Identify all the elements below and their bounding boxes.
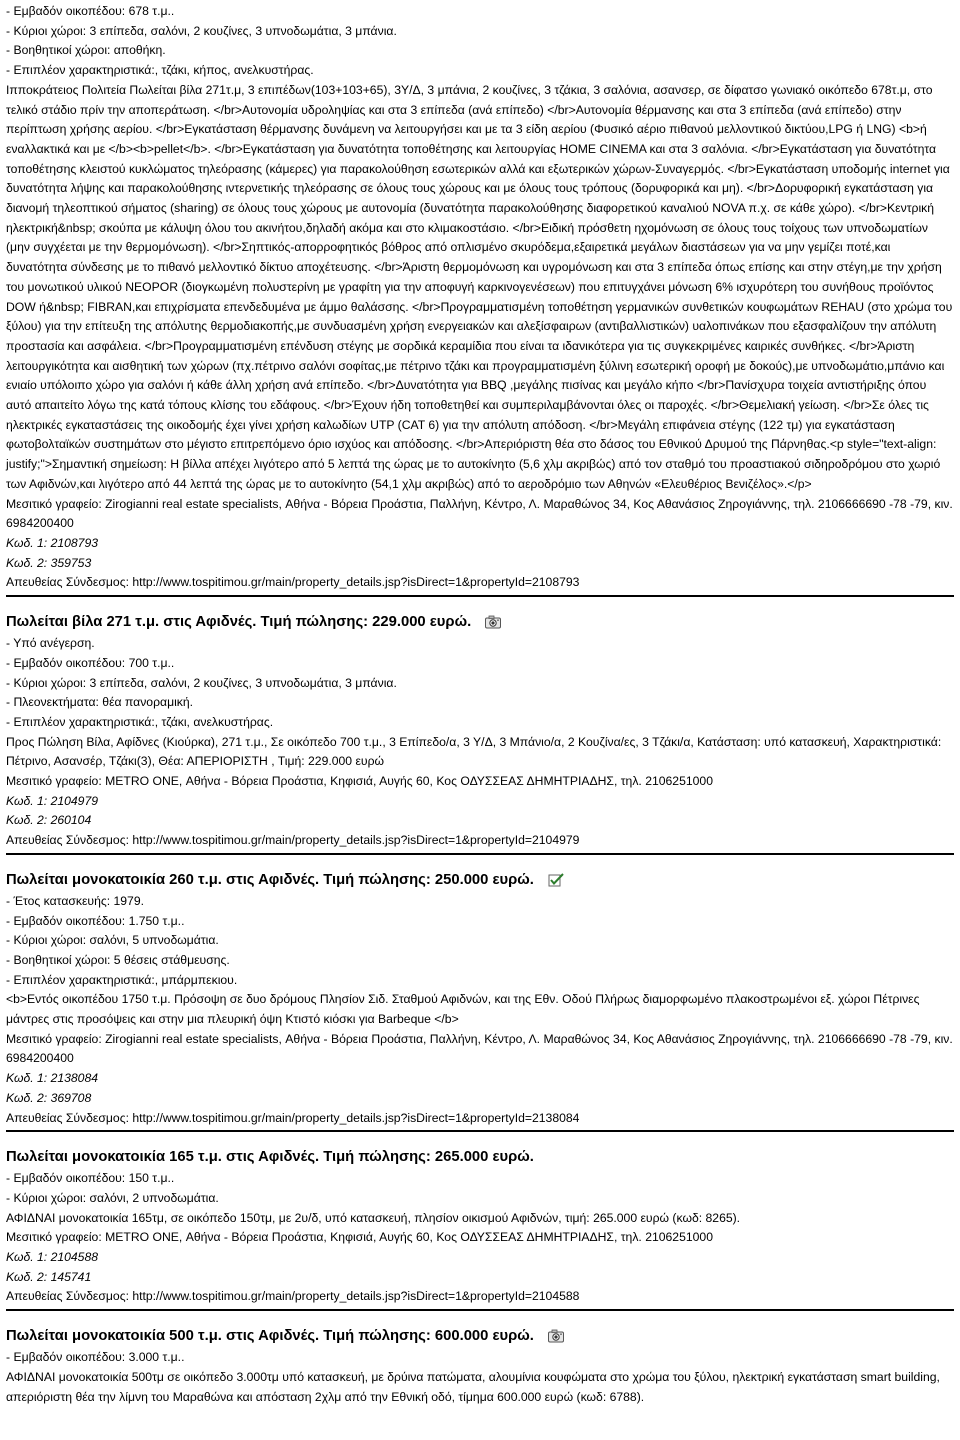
code-2: Κωδ. 2: 369708 <box>6 1090 92 1105</box>
plot-area: - Εμβαδόν οικοπέδου: 1.750 τ.μ.. <box>6 913 185 928</box>
plot-area: - Εμβαδόν οικοπέδου: 700 τ.μ.. <box>6 655 175 670</box>
listing-title[interactable] <box>6 1146 954 1168</box>
code-1: Κωδ. 1: 2108793 <box>6 535 99 550</box>
agency-info: Μεσιτικό γραφείο: METRO ONE, Αθήνα - Βόρεια Προάστια, Κηφισιά, Αυγής 60, Κος ΟΔΥΣΣΕΑΣ ΔΗΜΗΤΡΙΑΔΗΣ, τηλ. 2106251000 <box>6 774 713 789</box>
code-1: Κωδ. 1: 2104588 <box>6 1250 99 1265</box>
listing-title[interactable] <box>6 869 954 891</box>
code-2: Κωδ. 2: 359753 <box>6 555 92 570</box>
plot-area: - Εμβαδόν οικοπέδου: 150 τ.μ.. <box>6 1171 175 1186</box>
code-2: Κωδ. 2: 260104 <box>6 813 92 828</box>
auxiliary-rooms: - Βοηθητικοί χώροι: 5 θέσεις στάθμευσης. <box>6 952 230 967</box>
main-rooms: - Κύριοι χώροι: 3 επίπεδα, σαλόνι, 2 κουζίνες, 3 υπνοδωμάτια, 3 μπάνια. <box>6 675 397 690</box>
listing-title-text[interactable]: Πωλείται μονοκατοικία 500 τ.μ. στις Αφιδνές. Τιμή πώλησης: 600.000 ευρώ. <box>6 1328 534 1345</box>
direct-link[interactable]: Απευθείας Σύνδεσμος: http://www.tospitimou.gr/main/property_details.jsp?isDirect=1&propertyId=2104979 <box>6 833 580 848</box>
code-1: Κωδ. 1: 2104979 <box>6 793 99 808</box>
listing-title[interactable] <box>6 611 954 633</box>
extra-features: - Επιπλέον χαρακτηριστικά:, τζάκι, κήπος, ανελκυστήρας. <box>6 63 314 78</box>
listing-villa-271-ippokrateios <box>6 2 954 597</box>
extra-features: - Επιπλέον χαρακτηριστικά:, τζάκι, ανελκυστήρας. <box>6 714 274 729</box>
listing-title[interactable] <box>6 1325 954 1347</box>
camera-icon[interactable] <box>485 615 501 629</box>
listing-villa-271-afidnes <box>6 611 954 855</box>
main-rooms: - Κύριοι χώροι: σαλόνι, 2 υπνοδωμάτια. <box>6 1190 219 1205</box>
listing-description: Προς Πώληση Βίλα, Αφίδνες (Κιούρκα), 271 τ.μ., Σε οικόπεδο 700 τ.μ., 3 Επίπεδο/α, 3 Υ/Δ, 3 Μπάνιο/α, 2 Κουζίνα/ες, 3 Τζάκι/α, Κατάσταση: υπό κατασκευή, Χαρακτηριστικά: Πέτρινο, Ασανσέρ, Τζάκι(3), Θέα: ΑΠΕΡΙΟΡΙΣΤΗ , Τιμή: 229.000 ευρώ <box>6 734 942 769</box>
agency-info: Μεσιτικό γραφείο: METRO ONE, Αθήνα - Βόρεια Προάστια, Κηφισιά, Αυγής 60, Κος ΟΔΥΣΣΕΑΣ ΔΗΜΗΤΡΙΑΔΗΣ, τηλ. 2106251000 <box>6 1230 713 1245</box>
listing-title-text[interactable]: Πωλείται βίλα 271 τ.μ. στις Αφιδνές. Τιμή πώλησης: 229.000 ευρώ. <box>6 614 472 631</box>
camera-icon[interactable] <box>548 1329 564 1343</box>
direct-link[interactable]: Απευθείας Σύνδεσμος: http://www.tospitimou.gr/main/property_details.jsp?isDirect=1&propertyId=2104588 <box>6 1289 580 1304</box>
listing-description: Ιπποκράτειος Πολιτεία Πωλείται βίλα 271τ.μ, 3 επιπέδων(103+103+65), 3Υ/Δ, 3 μπάνια, 2 κουζίνες, 3 τζάκια, 3 σαλόνια, ασανσερ, σε δίφατσο γωνιακό οικόπεδο 678τ.μ, στο τελικό στάδιο πρίν την αποπεράτωση. </br>Αυτονομία υδροληψίας και στα 3 επίπεδα (ανά επίπεδο) </br>Αυτονομία θέρμανσης και στα 3 επίπεδα (ανά επίπεδο) στην περίπτωση χρήσης αερίου. </br>Εγκατάσταση θέρμανσης δυνάμενη να λειτουργήσει και με τα 3 είδη αερίου (Φυσικό αέριο πιθανού μελλοντικού δικτύου,LPG ή LNG) <b>ή εναλλακτικά και με </b><b>pellet</b>. </br>Εγκατάσταση για δυνατότητα τοποθέτησης και λειτουργίας HOME CINEMA και στα 3 σαλόνια. </br>Εγκατάσταση για δυνατότητα τοποθέτησης κλειστού κυκλώματος τηλεόρασης (κάμερες) για παρακολούθηση εσωτερικών αλλά και εξωτερικών χώρων-Συναγερμός. </br>Εγκατάσταση υποδομής internet για δυνατότητα λήψης και παρακολούθησης ιντερνετικής τηλεόρασης σε όλους τους χώρους και με όλους τους τρόπους (δορυφορικά και μη). </br>Δορυφορική εγκατάσταση για διανομή τηλεοπτικού σήματος (sharing) σε όλους τους χώρους με αυτονομία (δυνατότητα παρακολούθησης διαφορετικού καναλιού NOVA π.χ. σε κάθε χώρο). </br>Κεντρική ηλεκτρική&nbsp; σκούπα με κάλυψη όλου του ακινήτου,δηλαδή ακόμα και στο κλιμακοστάσιο. </br>Ειδική πρόσθετη ηχομόνωση σε όλους τους τοίχους των υπνοδωματίων (μην συγχέεται με την θερμομόνωση). </br>Σηπτικός-απορροφητικός βόθρος από οπλισμένο σκυρόδεμα,εξαιρετικά μεγάλων διαστάσεων για να μην γεμίζει ποτέ,και δυνατότητα σύνδεσης με το πιθανό μελλοντικό δίκτυο αποχέτευσης. </br>Άριστη θερμομόνωση και υγρομόνωση και στα 3 επίπεδα όπως επίσης και στην στέγη,με την χρήση του μονωτικού υλικού NEOPOR (διογκωμένη πολυστερίνη με γραφίτη για την αποφυγή καρκινογενέσεων) που επιτυγχάνει μόνωση 6% ισχυρότερη του συνήθους προϊόντος DOW ή&nbsp; FIBRAN,και επιχρίσματα επενδεδυμένα με άμμο θαλάσσης. </br>Προγραμματισμένη τοποθέτηση γερμανικών συνθετικών κουφωμάτων REHAU (στο χρώμα του ξύλου) για την επίτευξη της απόλυτης θερμοδιακοπής,με συνδυασμένη χρήση ενεργειακών και αλεξίσφαιρων (αντιβαλλιστικών) υαλοπινάκων που εξασφαλίζουν την απόλυτη προστασία και ασφάλεια. </br>Προγραμματισμένη επένδυση στέγης με σορδικά κεραμίδια που είναι τα ιδανικότερα για τις συγκεκριμένες καιρικές συνθήκες. </br>Άριστη λειτουργικότητα και αισθητική των χώρων (πχ.πέτρινο σαλόνι σοφίτας,με πέτρινο τζάκι και προγραμματισμένη ξύλινη εσωτερική οροφή με δοκούς),με υπνοδωμάτιο,μπάνιο και ενιαίο υπόλοιπο χώρο για σαλόνι ή κάθε άλλη χρήση ανά επίπεδο. </br>Δυνατότητα για BBQ ,μεγάλης πισίνας και μεγάλο κήπο </br>Πανίσχυρα τοιχεία αντιστήριξης όπου αυτό απαιτείτο λόγω της κατά τόπους κλίσης του εδάφους. </br>Έχουν ήδη τοποθετηθεί και συμπεριλαμβάνονται όλες οι παροχές. </br>Θεμελιακή γείωση. </br>Σε όλες τις ηλεκτρικές εγκαταστάσεις της οικοδομής έχει γίνει χρήση καλωδίων UTP (CAT 6) για την απόλυτη απόδοση. </br>Μεγάλη επιφάνεια στέγης (122 τμ) για εγκατάσταση φωτοβολταϊκών συστημάτων στο μέγιστο επιτρεπόμενο όριο ισχύος και απόδοσης. </br>Απεριόριστη θέα στο δάσος του Εθνικού Δρυμού της Πάρνηθας.<p style="text-align: justify;">Σημαντική σημείωση: Η βίλλα απέχει λιγότερο από 5 λεπτά της ώρας με το αυτοκίνητο (5,6 χλμ ακριβώς) από τον σταθμό του προαστιακού σιδηροδρόμου στο χωριό των Αφιδνών,και λιγότερο από 44 λεπτά της ώρας με το αυτοκίνητο (54,1 χλμ ακριβώς) από το αεροδρόμιο των Αθηνών «Ελευθέριος Βενιζέλος».</p> <box>6 82 953 491</box>
listing-title-text[interactable]: Πωλείται μονοκατοικία 260 τ.μ. στις Αφιδνές. Τιμή πώλησης: 250.000 ευρώ. <box>6 871 534 888</box>
extra-features: - Επιπλέον χαρακτηριστικά:, μπάρμπεκιου. <box>6 972 238 987</box>
direct-link[interactable]: Απευθείας Σύνδεσμος: http://www.tospitimou.gr/main/property_details.jsp?isDirect=1&propertyId=2108793 <box>6 575 580 590</box>
listing-description: <b>Εντός οικοπέδου 1750 τ.μ. Πρόσοψη σε δυο δρόμους Πλησίον Σιδ. Σταθμού Αφιδνών, και της Εθν. Οδού Πλήρως διαμορφωμένο πλακοστρωμένοι εξ. χώροι Πέτρινες μάντρες στις προσόψεις και στην μια πλευρική όψη Κτιστό κιόσκι για Barbeque </b> <box>6 992 920 1027</box>
plot-area: - Εμβαδόν οικοπέδου: 3.000 τ.μ.. <box>6 1350 185 1365</box>
plot-area: - Εμβαδόν οικοπέδου: 678 τ.μ.. <box>6 4 175 18</box>
construction-year: - Έτος κατασκευής: 1979. <box>6 893 144 908</box>
auxiliary-rooms: - Βοηθητικοί χώροι: αποθήκη. <box>6 43 166 58</box>
main-rooms: - Κύριοι χώροι: 3 επίπεδα, σαλόνι, 2 κουζίνες, 3 υπνοδωμάτια, 3 μπάνια. <box>6 23 397 38</box>
direct-link[interactable]: Απευθείας Σύνδεσμος: http://www.tospitimou.gr/main/property_details.jsp?isDirect=1&propertyId=2138084 <box>6 1110 580 1125</box>
listing-description: ΑΦΙΔΝΑΙ μονοκατοικία 165τμ, σε οικόπεδο 150τμ, με 2υ/δ, υπό κατασκευή, πλησίον οικισμού Αφιδνών, τιμή: 265.000 ευρώ (κωδ: 8265). <box>6 1210 741 1225</box>
listing-description: ΑΦΙΔΝΑΙ μονοκατοικία 500τμ σε οικόπεδο 3.000τμ υπό κατασκευή, με δρύινα πατώματα, αλουμίνια κουφώματα στο χρώμα του ξύλου, ηλεκτρική εγκατάσταση smart building, απεριόριστη θέα την λίμνη του Μαραθώνα και απόσταση 2χλμ από την Εθνική οδό, τίμημα 600.000 ευρώ (κωδ: 6788). <box>6 1369 940 1404</box>
advantages: - Πλεονεκτήματα: θέα πανοραμική. <box>6 695 194 710</box>
listing-house-165-afidnes <box>6 1146 954 1311</box>
main-rooms: - Κύριοι χώροι: σαλόνι, 5 υπνοδωμάτια. <box>6 933 219 948</box>
listing-title-text[interactable]: Πωλείται μονοκατοικία 165 τ.μ. στις Αφιδνές. Τιμή πώλησης: 265.000 ευρώ. <box>6 1149 534 1166</box>
code-1: Κωδ. 1: 2138084 <box>6 1071 99 1086</box>
listing-house-260-afidnes <box>6 869 954 1132</box>
agency-info: Μεσιτικό γραφείο: Zirogianni real estate specialists, Αθήνα - Βόρεια Προάστια, Παλλήνη, Κέντρο, Λ. Μαραθώνος 34, Κος Αθανάσιος Ζηρογιάννης, τηλ. 2106666690 -78 -79, κιν. 6984200400 <box>6 1031 953 1066</box>
code-2: Κωδ. 2: 145741 <box>6 1269 92 1284</box>
listing-house-500-afidnes <box>6 1325 954 1409</box>
checkbox-check-icon[interactable] <box>548 873 564 887</box>
construction-status: - Υπό ανέγερση. <box>6 636 95 651</box>
agency-info: Μεσιτικό γραφείο: Zirogianni real estate specialists, Αθήνα - Βόρεια Προάστια, Παλλήνη, Κέντρο, Λ. Μαραθώνος 34, Κος Αθανάσιος Ζηρογιάννης, τηλ. 2106666690 -78 -79, κιν. 6984200400 <box>6 496 953 531</box>
